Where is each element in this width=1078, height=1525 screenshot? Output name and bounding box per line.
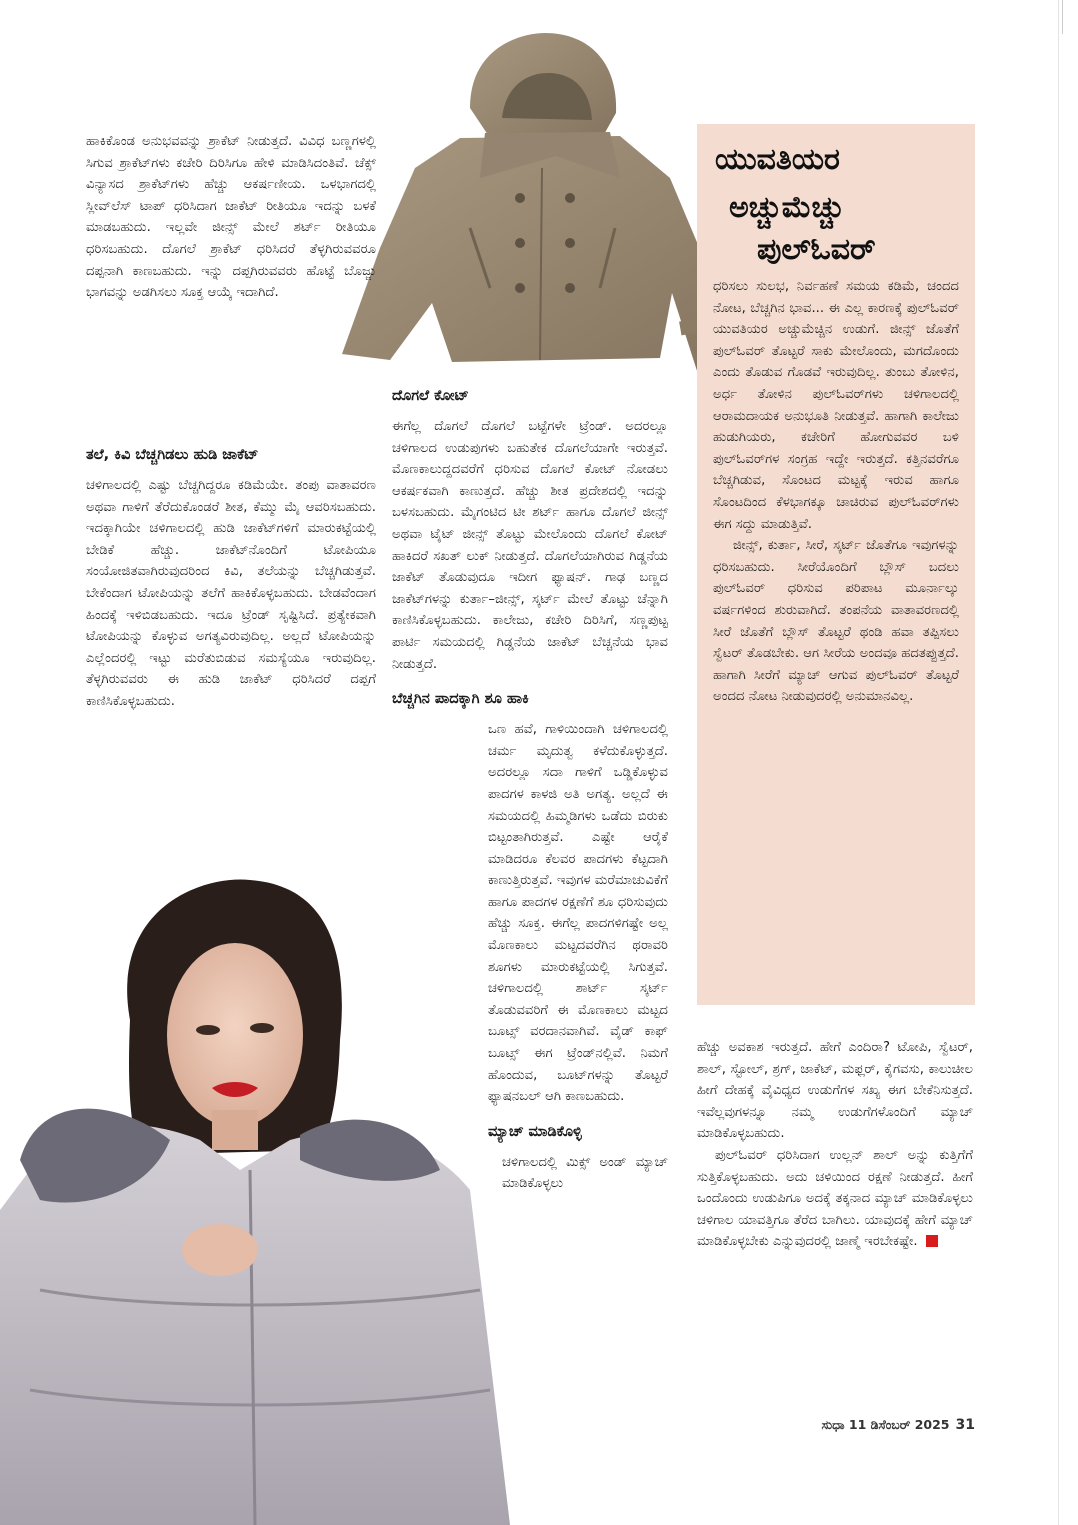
sidebar-paragraph-1: ಧರಿಸಲು ಸುಲಭ, ನಿರ್ವಹಣೆ ಸಮಯ ಕಡಿಮೆ, ಚಂದದ ನೋಟ, ಬೆಚ್ಚಗಿನ ಭಾವ... ಈ ಎಲ್ಲ ಕಾರಣಕ್ಕೆ ಪುಲ್‌ಓವರ್ ಯುವತಿಯರ ಅಚ್ಚುಮೆಚ್ಚಿನ ಉಡುಗೆ. ಜೀನ್ಸ್ ಜೊತೆಗೆ ಪುಲ್‌ಓವರ್ ತೊಟ್ಟರೆ ಸಾಕು ಮೇಲೊಂದು, ಮಗದೊಂದು ಎಂದು ತೊಡುವ ಗೊಡವೆ ಇರುವುದಿಲ್ಲ. ತುಂಬು ತೋಳಿನ, ಅರ್ಧ ತೋಳಿನ ಪುಲ್‌ಓವರ್‌ಗಳು ಚಳಿಗಾಲದಲ್ಲಿ ಆರಾಮದಾಯಕ ಅನುಭೂತಿ ನೀಡುತ್ತವೆ. ಹಾಗಾಗಿ ಕಾಲೇಜು ಹುಡುಗಿಯರು, ಕಚೇರಿಗೆ ಹೋಗುವವರ ಬಳಿ ಪುಲ್‌ಓವರ್‌ಗಳ ಸಂಗ್ರಹ ಇದ್ದೇ ಇರುತ್ತದೆ. ಕತ್ತಿನವರೆಗೂ ಬೆಚ್ಚಗಿಡುವ, ಸೊಂಟದ ಮಟ್ಟಕ್ಕೆ ಇರುವ ಹಾಗೂ ಸೊಂಟದಿಂದ ಕೆಳಭಾಗಕ್ಕೂ ಚಾಚಿರುವ ಪುಲ್‌ಓವರ್‌ಗಳು ಈಗ ಸದ್ದು ಮಾಡುತ್ತಿವೆ.	[713, 279, 959, 532]
article-column-3	[697, 1037, 973, 1253]
col1-intro-paragraph: ಹಾಕಿಕೊಂಡ ಅನುಭವವನ್ನು ಶ್ರಾಕೆಟ್ ನೀಡುತ್ತದೆ. ವಿವಿಧ ಬಣ್ಣಗಳಲ್ಲಿ ಸಿಗುವ ಶ್ರಾಕೆಟ್‌ಗಳು ಕಚೇರಿ ದಿರಿಸಿಗೂ ಹೇಳಿ ಮಾಡಿಸಿದಂತಿವೆ. ಚೆಕ್ಸ್ ವಿನ್ಯಾಸದ ಶ್ರಾಕೆಟ್‌ಗಳು ಹೆಚ್ಚು ಆಕರ್ಷಣೀಯ. ಒಳಭಾಗದಲ್ಲಿ ಸ್ಲೀವ್‌ಲೆಸ್ ಟಾಪ್ ಧರಿಸಿದಾಗ ಜಾಕೆಟ್ ರೀತಿಯೂ ಇದನ್ನು ಬಳಕೆ ಮಾಡಬಹುದು. ಇಲ್ಲವೇ ಜೀನ್ಸ್ ಮೇಲೆ ಶರ್ಟ್ ರೀತಿಯೂ ಧರಿಸಬಹುದು. ದೊಗಲೆ ಶ್ರಾಕೆಟ್ ಧರಿಸಿದರೆ ತೆಳ್ಳಗಿರುವವರೂ ದಪ್ಪನಾಗಿ ಕಾಣಬಹುದು. ಇನ್ನು ದಪ್ಪಗಿರುವವರು ಹೊಟ್ಟೆ ಬೊಜ್ಜು ಭಾಗವನ್ನು ಅಡಗಿಸಲು ಸೂಕ್ತ ಆಯ್ಕೆ ಇದಾಗಿದೆ.	[86, 134, 376, 301]
col2-shoes-paragraph: ಒಣ ಹವೆ, ಗಾಳಿಯಿಂದಾಗಿ ಚಳಿಗಾಲದಲ್ಲಿ ಚರ್ಮ ಮೃದುತ್ವ ಕಳೆದುಕೊಳ್ಳುತ್ತದೆ. ಅದರಲ್ಲೂ ಸದಾ ಗಾಳಿಗೆ ಒಡ್ಡಿಕೊಳ್ಳುವ ಪಾದಗಳ ಕಾಳಜಿ ಅತಿ ಅಗತ್ಯ. ಅಲ್ಲದೆ ಈ ಸಮಯದಲ್ಲಿ ಹಿಮ್ಮಡಿಗಳು ಒಡೆದು ಬಿರುಕು ಬಿಟ್ಟಂತಾಗಿರುತ್ತವೆ. ಎಷ್ಟೇ ಆರೈಕೆ ಮಾಡಿದರೂ ಕೆಲವರ ಪಾದಗಳು ಕೆಟ್ಟದಾಗಿ ಕಾಣುತ್ತಿರುತ್ತವೆ. ಇವುಗಳ ಮರೆಮಾಚುವಿಕೆಗೆ ಹಾಗೂ ಪಾದಗಳ ರಕ್ಷಣೆಗೆ ಶೂ ಧರಿಸುವುದು ಹೆಚ್ಚು ಸೂಕ್ತ. ಈಗೆಲ್ಲ ಪಾದಗಳಿಗಷ್ಟೇ ಅಲ್ಲ ಮೊಣಕಾಲು ಮಟ್ಟದವರೆಗಿನ ಥರಾವರಿ ಶೂಗಳು ಮಾರುಕಟ್ಟೆಯಲ್ಲಿ ಸಿಗುತ್ತವೆ. ಚಳಿಗಾಲದಲ್ಲಿ ಶಾರ್ಟ್ ಸ್ಕರ್ಟ್ ತೊಡುವವರಿಗೆ ಈ ಮೊಣಕಾಲು ಮಟ್ಟದ ಬೂಟ್ಸ್ ವರದಾನವಾಗಿವೆ. ವೈಡ್ ಕಾಫ್ ಬೂಟ್ಸ್ ಈಗ ಟ್ರೆಂಡ್‌ನಲ್ಲಿವೆ. ನಿಮಗೆ ಹೊಂದುವ, ಬೂಟ್‌ಗಳನ್ನು ತೊಟ್ಟರೆ ಫ್ಯಾಷನಬಲ್ ಆಗಿ ಕಾಣಬಹುದು.	[488, 722, 668, 1105]
sidebar-title-line-2: ಅಚ್ಚುಮೆಚ್ಚು	[729, 190, 845, 225]
page-folio	[821, 1417, 975, 1433]
page-corner-line	[1062, 0, 1063, 34]
col1-hood-paragraph: ಚಳಿಗಾಲದಲ್ಲಿ ಎಷ್ಟು ಬೆಚ್ಚಗಿದ್ದರೂ ಕಡಿಮೆಯೇ. ತಂಪು ವಾತಾವರಣ ಅಥವಾ ಗಾಳಿಗೆ ತೆರೆದುಕೊಂಡರೆ ಶೀತ, ಕೆಮ್ಮು ಮೈ ಆವರಿಸಬಹುದು. ಇದಕ್ಕಾಗಿಯೇ ಚಳಿಗಾಲದಲ್ಲಿ ಹುಡಿ ಜಾಕೆಟ್‌ಗಳಿಗೆ ಮಾರುಕಟ್ಟೆಯಲ್ಲಿ ಬೇಡಿಕೆ ಹೆಚ್ಚು. ಜಾಕೆಟ್‌ನೊಂದಿಗೆ ಟೋಪಿಯೂ ಸಂಯೋಜಿತವಾಗಿರುವುದರಿಂದ ಕಿವಿ, ತಲೆಯನ್ನು ಬೆಚ್ಚಗಿಡುತ್ತವೆ. ಬೇಕೆಂದಾಗ ಟೋಪಿಯನ್ನು ತಲೆಗೆ ಹಾಕಿಕೊಳ್ಳಬಹುದು. ಬೇಡವೆಂದಾಗ ಹಿಂದಕ್ಕೆ ಇಳಿಬಿಡಬಹುದು. ಇದೂ ಟ್ರೆಂಡ್ ಸೃಷ್ಟಿಸಿದೆ. ಪ್ರತ್ಯೇಕವಾಗಿ ಟೋಪಿಯನ್ನು ಕೊಳ್ಳುವ ಅಗತ್ಯವಿರುವುದಿಲ್ಲ. ಅಲ್ಲದೆ ಟೋಪಿಯನ್ನು ಎಲ್ಲೆಂದರಲ್ಲಿ ಇಟ್ಟು ಮರೆತುಬಿಡುವ ಸಮಸ್ಯೆಯೂ ಇರುವುದಿಲ್ಲ. ತೆಳ್ಳಗಿರುವವರು ಈ ಹುಡಿ ಜಾಕೆಟ್ ಧರಿಸಿದರೆ ದಪ್ಪಗೆ ಕಾಣಿಸಿಕೊಳ್ಳಬಹುದು.	[86, 478, 376, 709]
end-of-article-mark	[926, 1235, 938, 1247]
sidebar-box	[697, 124, 975, 1005]
col3-paragraph-1: ಹೆಚ್ಚು ಅವಕಾಶ ಇರುತ್ತದೆ. ಹೇಗೆ ಎಂದಿರಾ? ಟೋಪಿ, ಸ್ವೆಟರ್, ಶಾಲ್, ಸ್ಟೋಲ್, ಶ್ರಗ್, ಜಾಕೆಟ್, ಮಫ್ಲರ್, ಕೈಗವಸು, ಕಾಲುಚೀಲ ಹೀಗೆ ದೇಹಕ್ಕೆ ವೈವಿಧ್ಯದ ಉಡುಗೆಗಳ ಸಖ್ಯ ಈಗ ಬೇಕೆನಿಸುತ್ತದೆ. ಇವೆಲ್ಲವುಗಳನ್ನೂ ನಮ್ಮ ಉಡುಗೆಗಳೊಂದಿಗೆ ಮ್ಯಾಚ್ ಮಾಡಿಕೊಳ್ಳಬಹುದು.	[697, 1040, 973, 1142]
subheading-loose-coat: ದೊಗಲೆ ಕೋಟ್	[392, 388, 469, 404]
page-fold-line	[1058, 0, 1059, 1525]
subheading-hood-jacket: ತಲೆ, ಕಿವಿ ಬೆಚ್ಚಗಿಡಲು ಹುಡಿ ಜಾಕೆಟ್	[86, 447, 259, 463]
coat-body	[342, 136, 730, 374]
folio-text: ಸುಧಾ 11 ಡಿಸೆಂಬರ್ 2025	[821, 1417, 950, 1432]
col3-paragraph-2-wrap	[697, 1145, 973, 1253]
sidebar-paragraph-2: ಜೀನ್ಸ್, ಕುರ್ತಾ, ಸೀರೆ, ಸ್ಕರ್ಟ್ ಜೊತೆಗೂ ಇವುಗಳನ್ನು ಧರಿಸಬಹುದು. ಸೀರೆಯೊಂದಿಗೆ ಬ್ಲೌಸ್ ಬದಲು ಪುಲ್‌ಓವರ್ ಧರಿಸುವ ಪರಿಪಾಟ ಮೂರ್ನಾಲ್ಕು ವರ್ಷಗಳಿಂದ ಶುರುವಾಗಿದೆ. ತಂಪನೆಯ ವಾತಾವರಣದಲ್ಲಿ ಸೀರೆ ಜೊತೆಗೆ ಬ್ಲೌಸ್ ತೊಟ್ಟರೆ ಥಂಡಿ ಹವಾ ತಪ್ಪಿಸಲು ಸ್ವೆಟರ್ ತೊಡಬೇಕು. ಆಗ ಸೀರೆಯ ಅಂದವೂ ಹದತಪ್ಪುತ್ತದೆ. ಹಾಗಾಗಿ ಸೀರೆಗೆ ಮ್ಯಾಚ್ ಆಗುವ ಪುಲ್‌ಓವರ್ ತೊಟ್ಟರೆ ಅಂದದ ನೋಟ ನೀಡುವುದರಲ್ಲಿ ಅನುಮಾನವಿಲ್ಲ.	[713, 538, 959, 705]
model-face	[167, 943, 303, 1127]
article-column-2	[392, 386, 668, 1195]
coat-illustration	[320, 28, 740, 398]
page-number: 31	[955, 1417, 975, 1433]
sidebar-title-line-3: ಪುಲ್‌ಓವರ್	[757, 232, 876, 267]
sidebar-title-line-1: ಯುವತಿಯರ	[715, 142, 840, 177]
subheading-shoes: ಬೆಚ್ಚಗಿನ ಪಾದಕ್ಕಾಗಿ ಶೂ ಹಾಕಿ	[392, 691, 529, 708]
col2-coat-paragraph: ಈಗೆಲ್ಲ ದೊಗಲೆ ದೊಗಲೆ ಬಟ್ಟೆಗಳೇ ಟ್ರೆಂಡ್. ಅದರಲ್ಲೂ ಚಳಿಗಾಲದ ಉಡುಪುಗಳು ಬಹುತೇಕ ದೊಗಲೆಯಾಗೇ ಇರುತ್ತವೆ. ಮೊಣಕಾಲುದ್ದದವರೆಗೆ ಧರಿಸುವ ದೊಗಲೆ ಕೋಟ್ ನೋಡಲು ಆಕರ್ಷಕವಾಗಿ ಕಾಣುತ್ತದೆ. ಹೆಚ್ಚು ಶೀತ ಪ್ರದೇಶದಲ್ಲಿ ಇದನ್ನು ಬಳಸಬಹುದು. ಮೈಗಂಟಿದ ಟೀ ಶರ್ಟ್ ಹಾಗೂ ದೊಗಲೆ ಜೀನ್ಸ್ ಅಥವಾ ಟೈಟ್ ಜೀನ್ಸ್ ತೊಟ್ಟು ಮೇಲೊಂದು ದೊಗಲೆ ಕೋಟ್ ಹಾಕಿದರೆ ಸಖತ್ ಲುಕ್ ನೀಡುತ್ತದೆ. ದೊಗಲೆಯಾಗಿರುವ ಗಿಡ್ಡನೆಯ ಜಾಕೆಟ್ ತೊಡುವುದೂ ಇದೀಗ ಫ್ಯಾಷನ್. ಗಾಢ ಬಣ್ಣದ ಜಾಕೆಟ್‌ಗಳನ್ನು ಕುರ್ತಾ–ಜೀನ್ಸ್, ಸ್ಕರ್ಟ್ ಮೇಲೆ ತೊಟ್ಟು ಚೆನ್ನಾಗಿ ಕಾಣಿಸಿಕೊಳ್ಳಬಹುದು. ಕಾಲೇಜು, ಕಚೇರಿ ದಿರಿಸಿಗೆ, ಸಣ್ಣಪುಟ್ಟ ಪಾರ್ಟಿ ಸಮಯದಲ್ಲಿ ಗಿಡ್ಡನೆಯ ಜಾಕೆಟ್ ಬೆಚ್ಚನೆಯ ಭಾವ ನೀಡುತ್ತದೆ.	[392, 419, 668, 672]
article-column-1	[86, 131, 376, 713]
subheading-match: ಮ್ಯಾಚ್ ಮಾಡಿಕೊಳ್ಳಿ	[488, 1123, 582, 1140]
col3-paragraph-2: ಪುಲ್‌ಓವರ್ ಧರಿಸಿದಾಗ ಉಲ್ಲನ್ ಶಾಲ್ ಅನ್ನು ಕುತ್ತಿಗೆಗೆ ಸುತ್ತಿಕೊಳ್ಳಬಹುದು. ಅದು ಚಳಿಯಿಂದ ರಕ್ಷಣೆ ನೀಡುತ್ತದೆ. ಹೀಗೆ ಒಂದೊಂದು ಉಡುಪಿಗೂ ಅದಕ್ಕೆ ತಕ್ಕನಾದ ಮ್ಯಾಚ್ ಮಾಡಿಕೊಳ್ಳಲು ಚಳಿಗಾಲ ಯಾವತ್ತಿಗೂ ತೆರೆದ ಬಾಗಿಲು. ಯಾವುದಕ್ಕೆ ಹೇಗೆ ಮ್ಯಾಚ್ ಮಾಡಿಕೊಳ್ಳಬೇಕು ಎನ್ನುವುದರಲ್ಲಿ ಜಾಣ್ಮೆ ಇರಬೇಕಷ್ಟೇ.	[697, 1147, 973, 1250]
col2-match-paragraph: ಚಳಿಗಾಲದಲ್ಲಿ ಮಿಕ್ಸ್ ಅಂಡ್ ಮ್ಯಾಚ್ ಮಾಡಿಕೊಳ್ಳಲು	[502, 1154, 668, 1192]
sidebar-body	[713, 276, 959, 708]
